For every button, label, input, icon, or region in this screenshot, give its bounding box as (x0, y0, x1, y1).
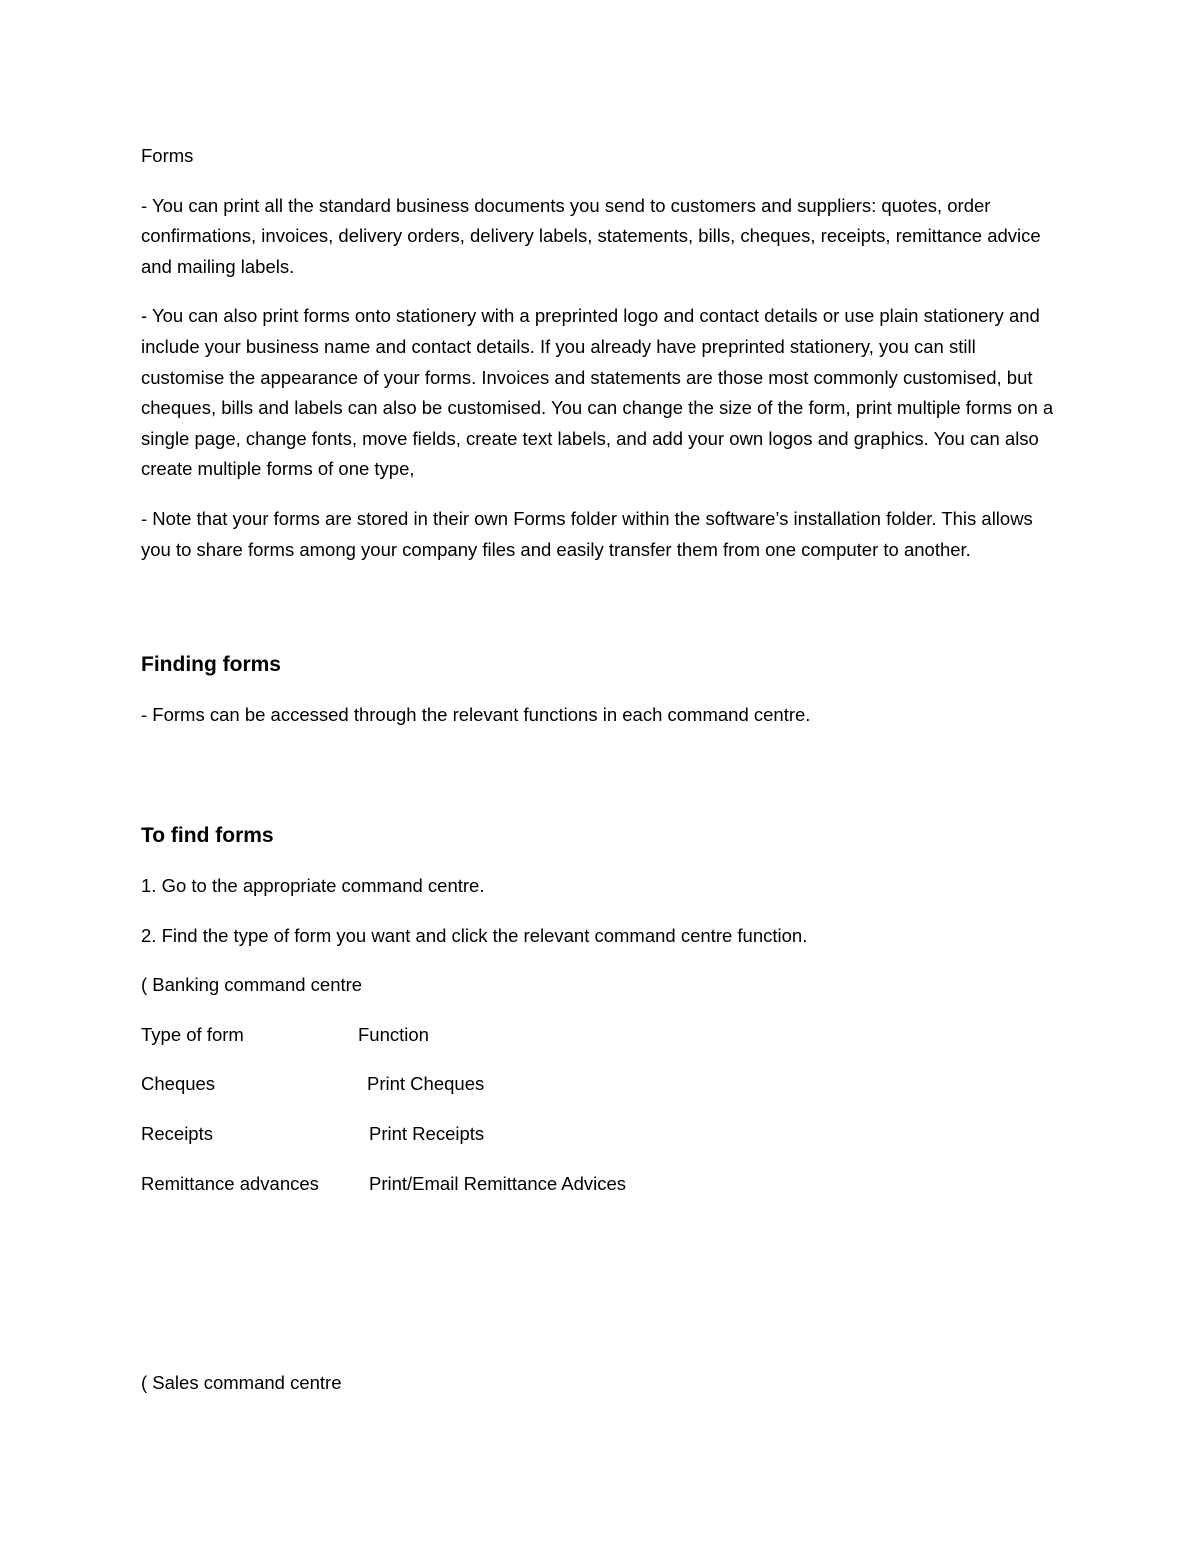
paragraph-storage: - Note that your forms are stored in their own Forms folder within the software’s installation folder. This allows you to share forms among your company files and easily transfer them from one computer to another. (141, 507, 1033, 560)
column-header-function: Function (358, 1023, 429, 1045)
table-header-row (141, 1020, 1061, 1051)
paragraph-finding: - Forms can be accessed through the relevant functions in each command centre. (141, 703, 811, 725)
table-row (141, 1119, 1061, 1150)
table-cell-function: Print/Email Remittance Advices (369, 1173, 627, 1195)
paragraph-stationery: - You can also print forms onto stationery with a preprinted logo and contact details or use plain stationery and include your business name and contact details. If you already have preprinted stationery, you can still customise the appearance of your forms. Invoices and statements are those most commonly customised, but cheques, bills and labels can also be customised. You can change the size of the form, print multiple forms on a single page, change fonts, move fields, create text labels, and add your own logos and graphics. You can also create multiple forms of one type, (141, 305, 1054, 480)
document-body (141, 141, 1061, 1417)
heading-finding-forms: Finding forms (141, 653, 281, 677)
column-header-type: Type of form (141, 1023, 244, 1045)
step-item: 1. Go to the appropriate command centre. (141, 874, 485, 896)
table-cell-type: Remittance advances (141, 1173, 319, 1195)
step-item: 2. Find the type of form you want and click the relevant command centre function. (141, 924, 808, 946)
table-cell-type: Receipts (141, 1123, 213, 1145)
table-cell-function: Print Cheques (367, 1073, 485, 1095)
table-row (141, 1069, 1061, 1100)
document-title: Forms (141, 145, 194, 166)
section-sales: ( Sales command centre (141, 1371, 342, 1393)
table-cell-type: Cheques (141, 1073, 216, 1095)
table-cell-function: Print Receipts (369, 1123, 485, 1145)
section-banking: ( Banking command centre (141, 974, 363, 996)
heading-to-find-forms: To find forms (141, 824, 274, 848)
table-row (141, 1169, 1061, 1200)
paragraph-intro: - You can print all the standard business documents you send to customers and suppliers: quotes, order confirmations, invoices, delivery orders, delivery labels, statements, bills, cheques, receipts, remittance advice and mailing labels. (141, 194, 1041, 277)
